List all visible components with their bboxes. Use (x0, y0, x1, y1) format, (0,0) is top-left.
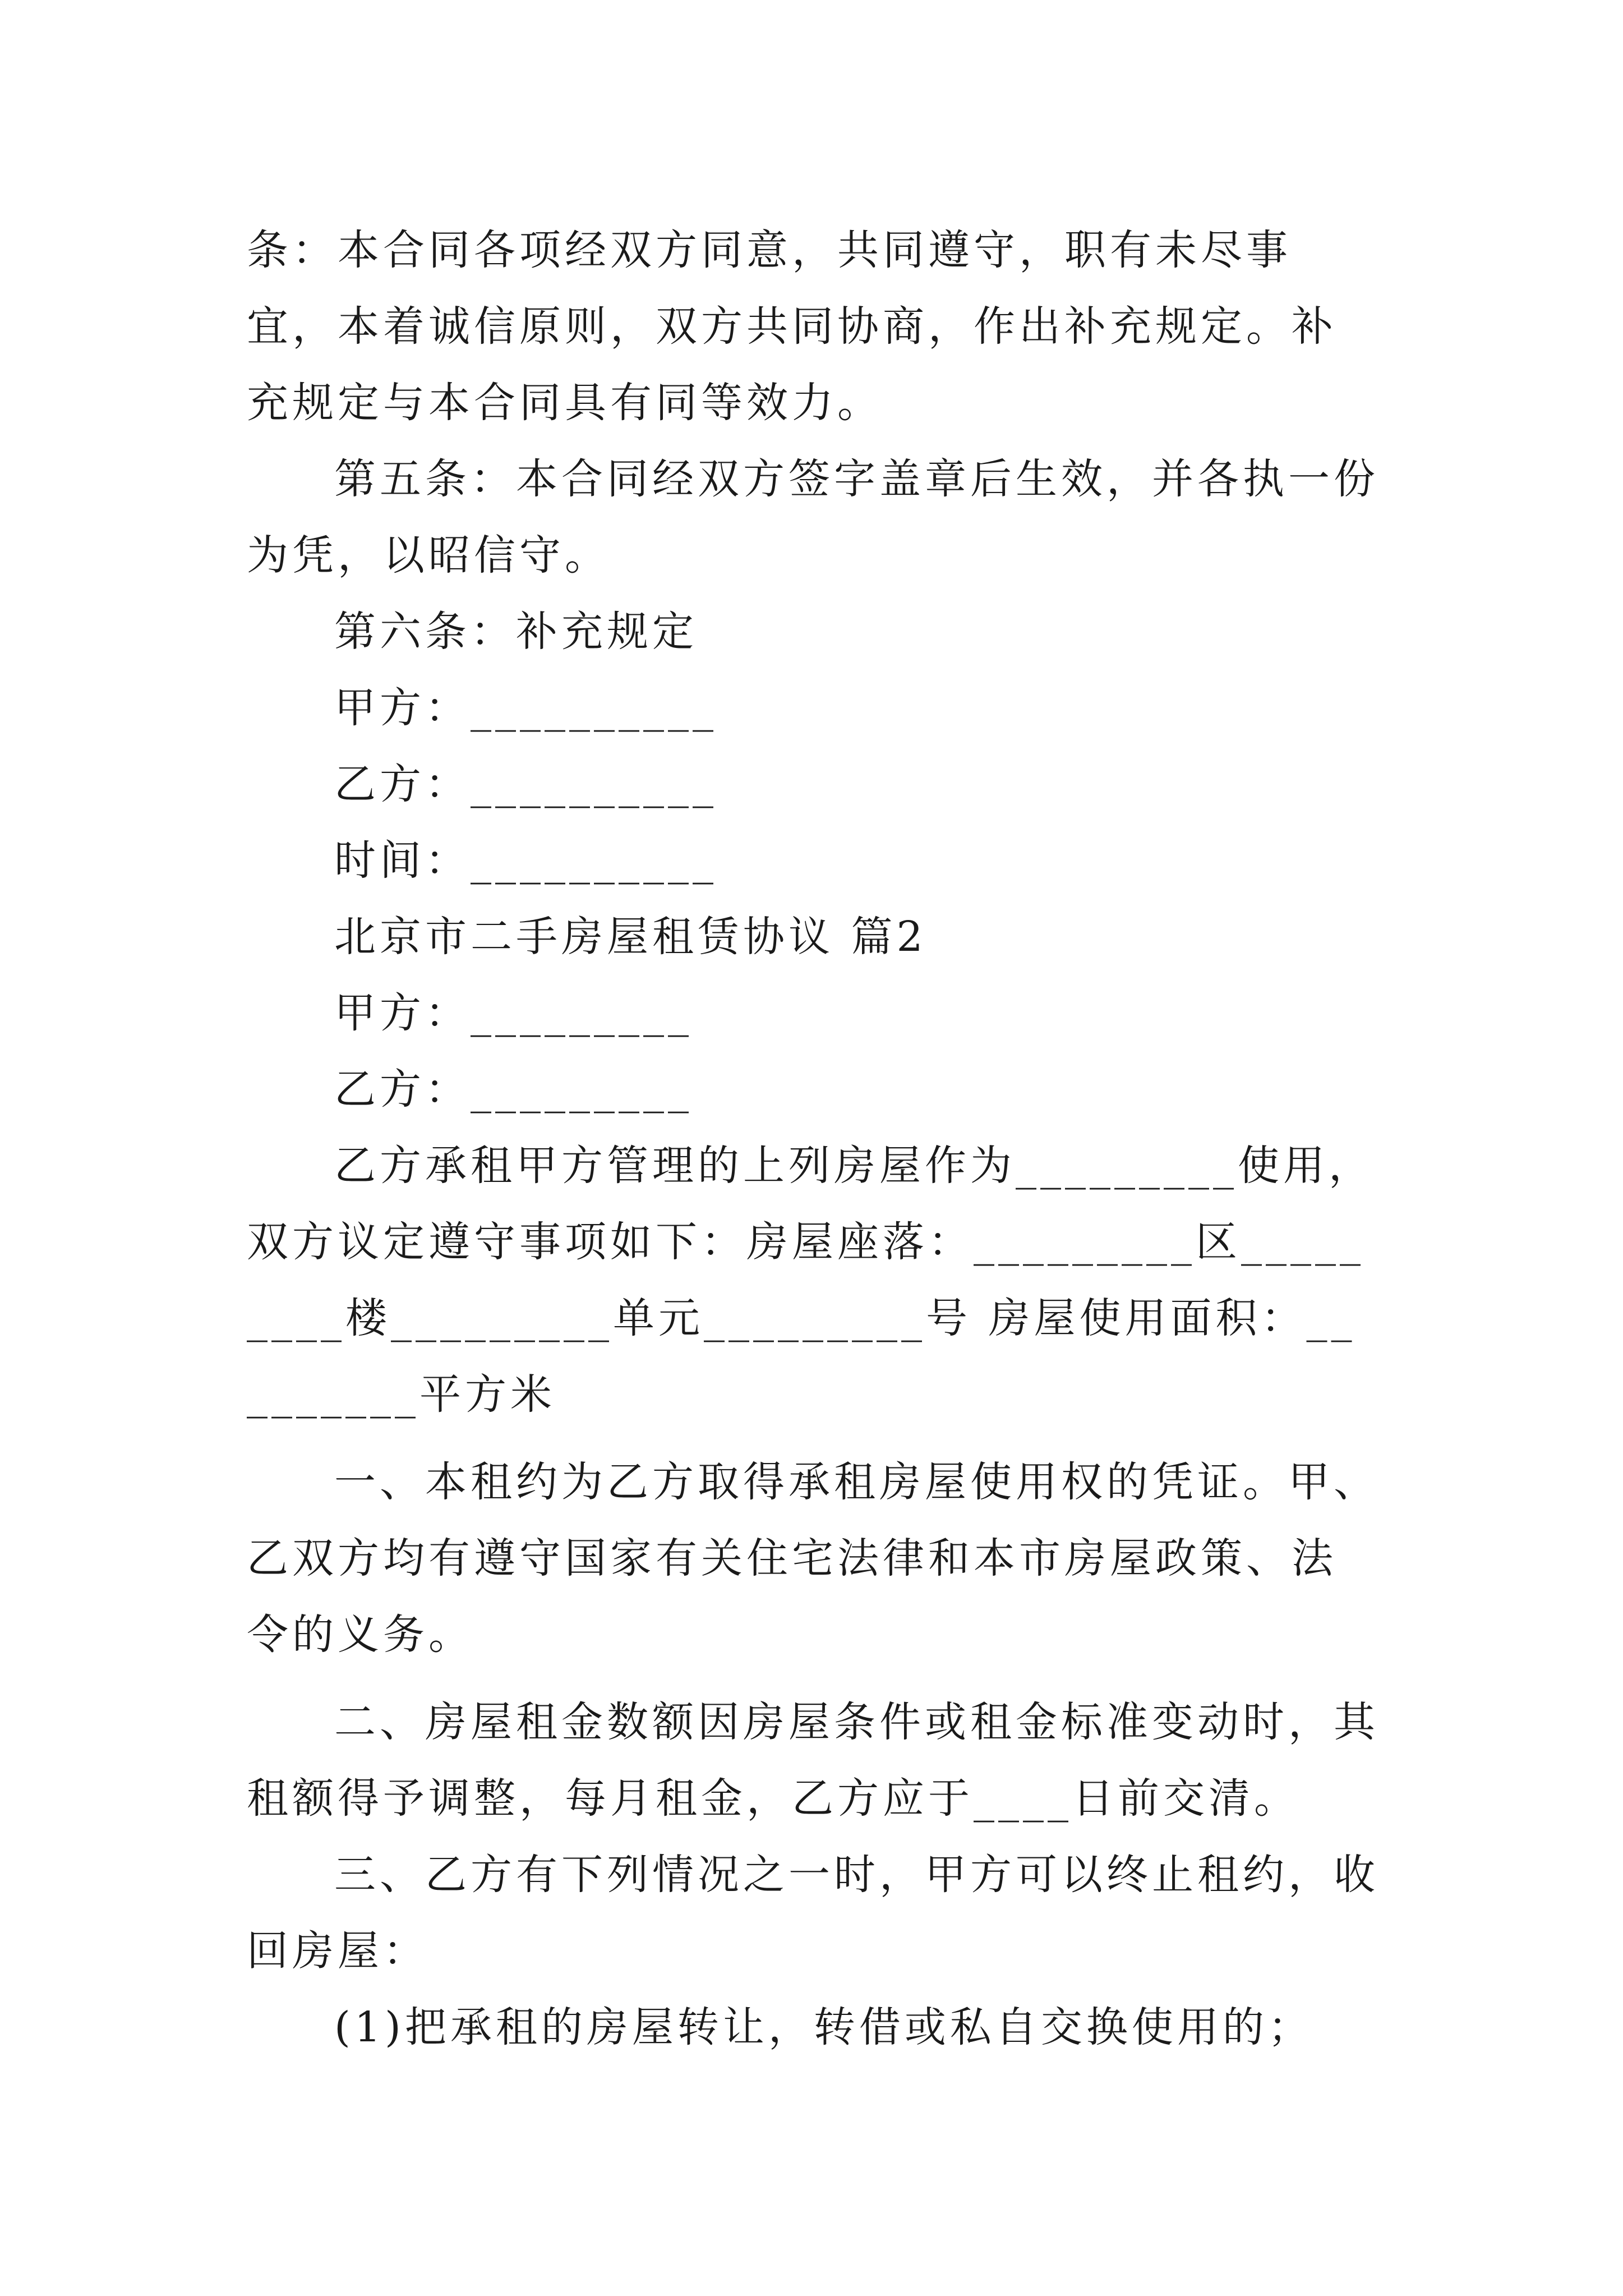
section-heading: 北京市二手房屋租赁协议 篇2 (334, 913, 927, 961)
signature-date: 时间：__________ (334, 836, 717, 885)
party-b-line: 乙方：_________ (334, 1065, 693, 1114)
signature-party-b: 乙方：__________ (334, 760, 717, 808)
paragraph-clause-3-item-1: (1)把承租的房屋转让，转借或私自交换使用的； (334, 2003, 1313, 2051)
paragraph-clause-3: 三、乙方有下列情况之一时，甲方可以终止租约，收回房屋： (247, 1851, 1379, 1975)
paragraph-article-6: 第六条：补充规定 (334, 608, 698, 656)
paragraph-clause-1: 一、本租约为乙方取得承租房屋使用权的凭证。甲、乙双方均有遵守国家有关住宅法律和本市房屋政策、法令的义务。 (247, 1458, 1379, 1659)
document-body (247, 212, 1380, 2065)
party-a-line: 甲方：_________ (334, 989, 693, 1037)
paragraph-clause-2: 二、房屋租金数额因房屋条件或租金标准变动时，其租额得予调整，每月租金，乙方应于____日前交清。 (247, 1698, 1379, 1823)
paragraph-article-5: 第五条：本合同经双方签字盖章后生效，并各执一份为凭，以昭信守。 (247, 455, 1379, 579)
paragraph-premises: 乙方承租甲方管理的上列房屋作为_________使用，双方议定遵守事项如下：房屋座落：_________区_________楼_________单元_________号 房屋使用面积：_________平方米 (247, 1142, 1374, 1419)
signature-party-a: 甲方：__________ (334, 684, 717, 732)
paragraph-article-4-cont: 条：本合同各项经双方同意，共同遵守，职有未尽事宜，本着诚信原则，双方共同协商，作出补充规定。补充规定与本合同具有同等效力。 (247, 226, 1337, 427)
